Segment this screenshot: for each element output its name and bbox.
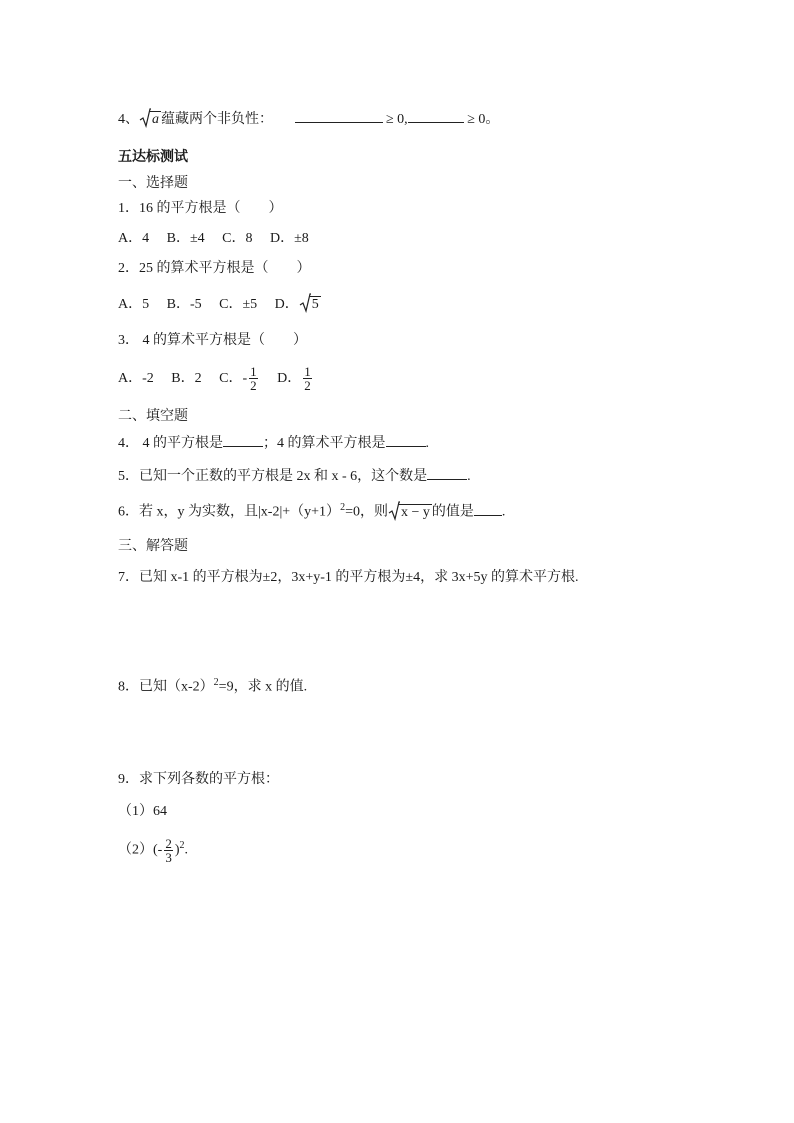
option-d[interactable]: D． $\frac{1}{2}$ (277, 364, 311, 394)
geq-zero-2: ≥ 0。 (467, 112, 500, 127)
mc-options-1 (118, 229, 323, 249)
sqrt-a: a (139, 110, 161, 130)
option-b[interactable]: B．-5 (166, 297, 202, 312)
solve-question-7: 7．已知 x-1 的平方根为±2，3x+y-1 的平方根为±4，求 3x+5y 的算术平方根. (118, 570, 579, 585)
part-solve-heading: 三、解答题 (118, 539, 188, 554)
part-choice-heading: 一、选择题 (118, 176, 188, 191)
answer-blank[interactable] (386, 432, 426, 447)
option-a[interactable]: A．-2 (118, 371, 154, 386)
mc-question-3: 3． 4 的算术平方根是（ ） (118, 333, 307, 348)
option-d[interactable]: D．±8 (270, 231, 309, 246)
option-a[interactable]: A．4 (118, 231, 150, 246)
option-c[interactable]: C．±5 (219, 297, 258, 312)
answer-blank[interactable] (474, 501, 502, 516)
solve-question-9: 9．求下列各数的平方根： (118, 772, 279, 787)
mc-question-2: 2．25 的算术平方根是（ ） (118, 261, 311, 276)
fraction-half: $\frac{1}{2}$ (304, 364, 311, 394)
answer-blank[interactable] (223, 432, 263, 447)
option-b[interactable]: B．2 (171, 371, 202, 386)
mc-options-3 (118, 364, 314, 394)
q9-item-1: （1）64 (118, 804, 167, 819)
sqrt-nonnegative-line (118, 108, 499, 130)
fill-question-6: 6．若 x，y 为实数，且$|x-2|+(y+1)^2=0$，则 x − y 的值是 . (118, 498, 505, 523)
answer-blank-1[interactable] (295, 108, 383, 123)
option-c[interactable]: C．8 (222, 231, 253, 246)
solve-question-8: 8．已知$(x-2)^2=9$，求 x 的值. (118, 677, 308, 695)
part-fill-heading: 二、填空题 (118, 409, 188, 424)
option-a[interactable]: A．5 (118, 297, 150, 312)
section-title: 五达标测试 (118, 150, 188, 165)
fill-question-5: 5．已知一个正数的平方根是 2x 和 x - 6，这个数是 . (118, 465, 471, 487)
fill-question-4: 4． 4 的平方根是 ；4 的算术平方根是 . (118, 432, 429, 454)
option-d[interactable]: D． 5 (275, 297, 321, 312)
mc-question-1: 1．16 的平方根是（ ） (118, 201, 283, 216)
sqrt-x-minus-y: x − y (388, 503, 432, 523)
sqrt-5: 5 (299, 295, 321, 315)
item-number: 4、 (118, 112, 139, 127)
option-b[interactable]: B．±4 (166, 231, 205, 246)
mc-options-2 (118, 295, 321, 315)
fraction-two-thirds: $\frac{2}{3}$ (165, 835, 172, 865)
answer-blank[interactable] (427, 465, 467, 480)
fraction-half: $\frac{1}{2}$ (250, 364, 257, 394)
property-text: 蕴藏两个非负性： (161, 112, 273, 127)
q9-item-2: （2）(- $\frac{2}{3}$ )$^2$. (118, 835, 188, 865)
answer-blank-2[interactable] (408, 108, 464, 123)
option-c[interactable]: C．- $\frac{1}{2}$ (219, 364, 257, 394)
geq-zero-1: ≥ 0, (386, 112, 408, 127)
